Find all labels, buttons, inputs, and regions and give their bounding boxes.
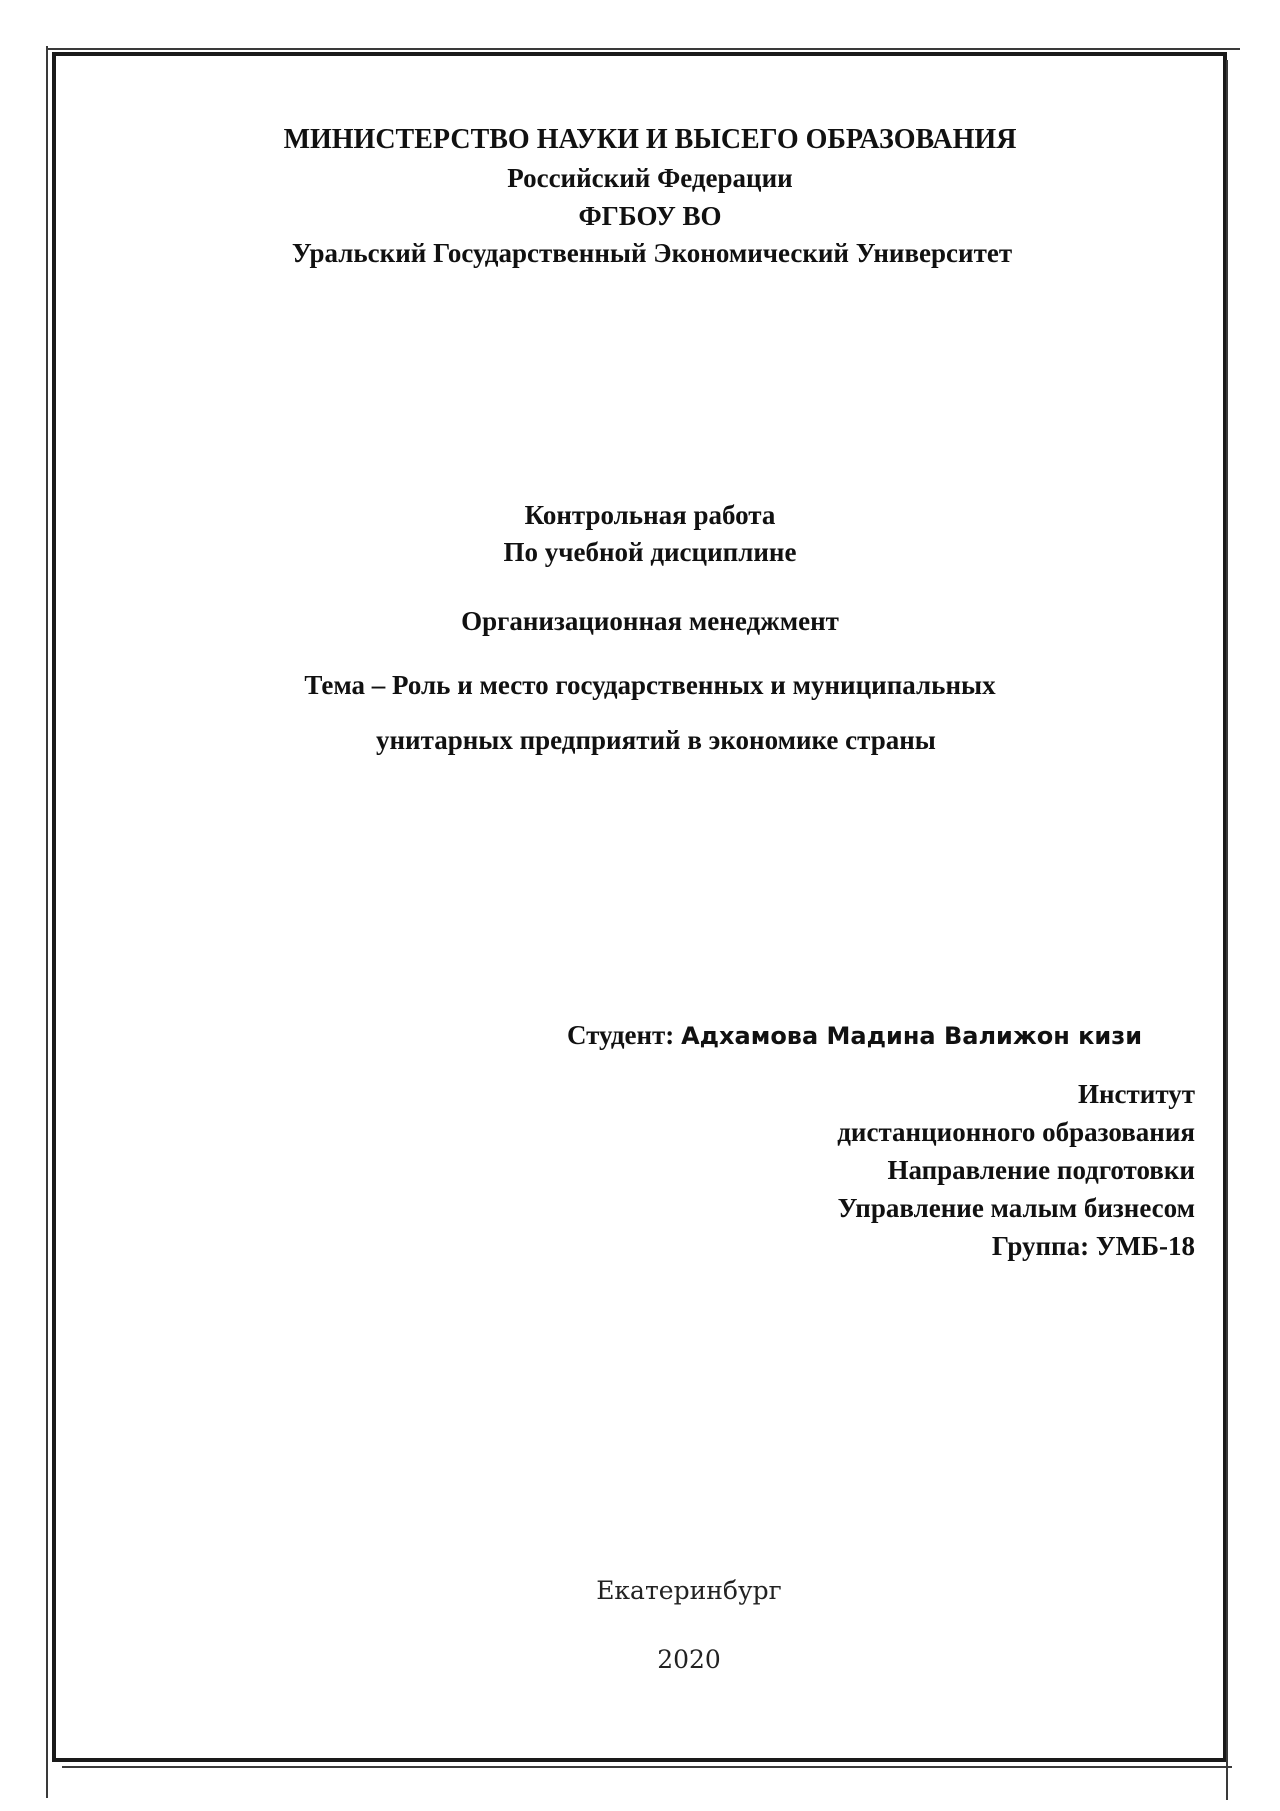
direction-label: Направление подготовки [887, 1155, 1195, 1185]
student-label: Студент: [567, 1020, 682, 1050]
university-name: Уральский Государственный Экономический Университет [291, 238, 1013, 268]
group-code: Группа: УМБ-18 [991, 1231, 1195, 1261]
topic-line-2: унитарных предприятий в экономике страны [376, 725, 936, 755]
institute-label: Институт [1077, 1079, 1195, 1109]
topic-line-1: Тема – Роль и место государственных и муниципальных [304, 670, 996, 700]
work-type: Контрольная работа [524, 500, 776, 530]
student-details [837, 1075, 1195, 1265]
page-border-right-line [1226, 60, 1228, 1800]
institute-name: дистанционного образования [837, 1117, 1195, 1147]
city: Екатеринбург [596, 1576, 782, 1605]
discipline-name: Организационная менеджмент [461, 606, 839, 636]
page-border [52, 52, 1227, 1762]
student-name: Адхамова Мадина Валижон кизи [681, 1022, 1143, 1050]
student-line [567, 1020, 1142, 1051]
country-name: Российский Федерации [507, 163, 793, 193]
direction-name: Управление малым бизнесом [837, 1193, 1195, 1223]
ministry-title: МИНИСТЕРСТВО НАУКИ И ВЫСЕГО ОБРАЗОВАНИЯ [283, 124, 1017, 155]
institution-type: ФГБОУ ВО [578, 201, 722, 231]
page-border-left-line [46, 46, 48, 1798]
page-border-top-line [48, 48, 1240, 50]
subject-intro: По учебной дисциплине [503, 537, 797, 567]
page-border-bottom-line [62, 1766, 1232, 1768]
year: 2020 [657, 1645, 721, 1674]
